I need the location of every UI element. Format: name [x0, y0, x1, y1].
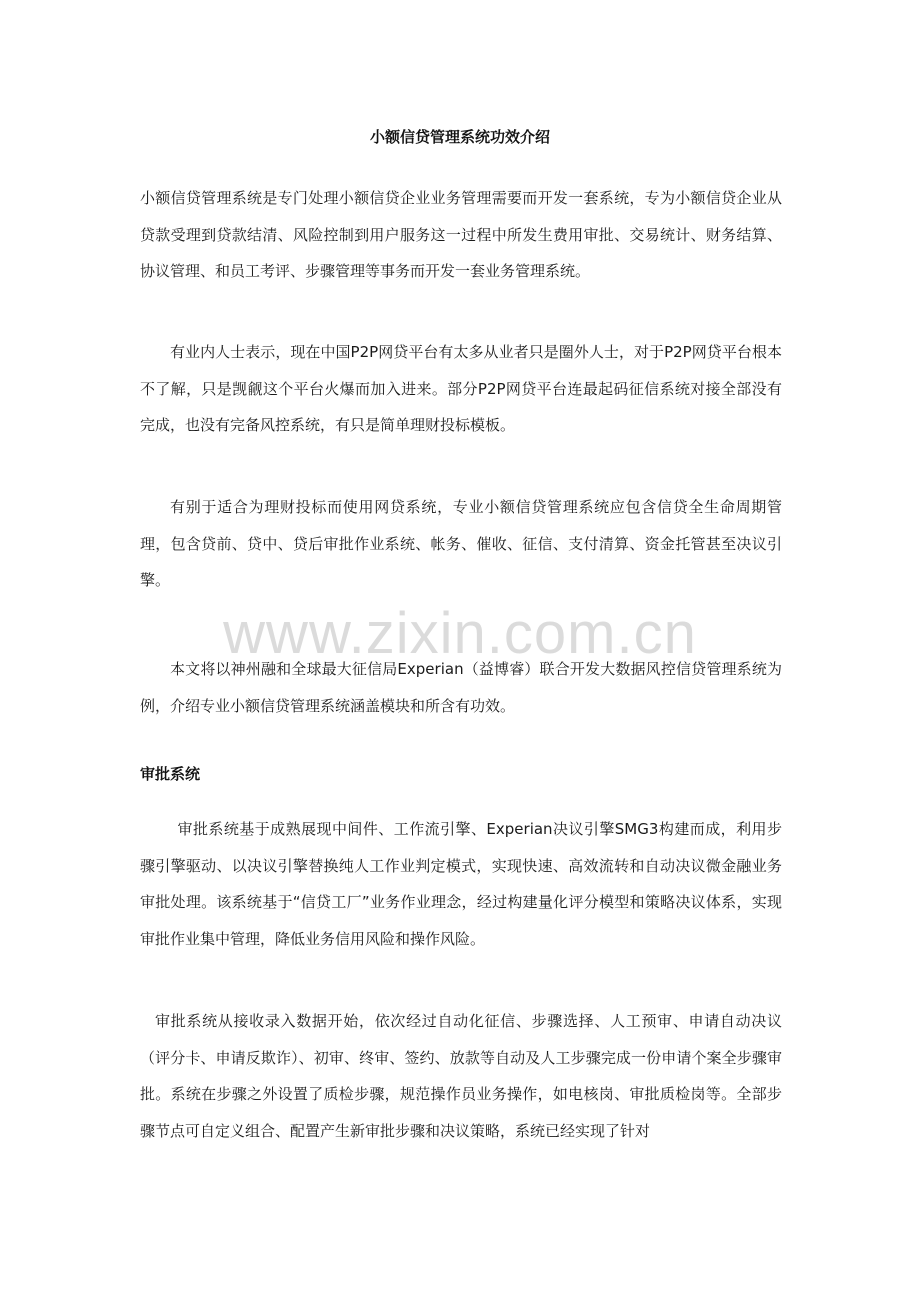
approval-paragraph-1: 审批系统基于成熟展现中间件、工作流引擎、Experian决议引擎SMG3构建而成，利用步骤引擎驱动、以决议引擎替换纯人工作业判定模式，实现快速、高效流转和自动决议微金融业务审批处理。该系统基于“信贷工厂”业务作业理念，经过构建量化评分模型和策略决议体系，实现审批作业集中管理，降低业务信用风险和操作风险。: [140, 820, 782, 948]
document-title: 小额信贷管理系统功效介绍: [369, 128, 550, 146]
watermark: www.zixin.com.cn: [223, 601, 697, 666]
example-paragraph: 本文将以神州融和全球最大征信局Experian（益博睿）联合开发大数据风控信贷管理系统为例，介绍专业小额信贷管理系统涵盖模块和所含有功效。: [140, 660, 782, 715]
section-heading: 审批系统: [140, 765, 201, 783]
lifecycle-paragraph: 有别于适合为理财投标而使用网贷系统，专业小额信贷管理系统应包含信贷全生命周期管理，包含贷前、贷中、贷后审批作业系统、帐务、催收、征信、支付清算、资金托管甚至决议引擎。: [140, 498, 782, 589]
approval-paragraph-2: 审批系统从接收录入数据开始，依次经过自动化征信、步骤选择、人工预审、申请自动决议（评分卡、申请反欺诈）、初审、终审、签约、放款等自动及人工步骤完成一份申请个案全步骤审批。系统在步骤之外设置了质检步骤，规范操作员业务操作，如电核岗、审批质检岗等。全部步骤节点可自定义组合、配置产生新审批步骤和决议策略，系统已经实现了针对: [140, 1012, 782, 1140]
p2p-paragraph: 有业内人士表示，现在中国P2P网贷平台有太多从业者只是圈外人士，对于P2P网贷平台根本不了解，只是觊觎这个平台火爆而加入进来。部分P2P网贷平台连最起码征信系统对接全部没有完成，也没有完备风控系统，有只是简单理财投标模板。: [140, 343, 782, 434]
intro-paragraph: 小额信贷管理系统是专门处理小额信贷企业业务管理需要而开发一套系统，专为小额信贷企业从贷款受理到贷款结清、风险控制到用户服务这一过程中所发生费用审批、交易统计、财务结算、协议管理、和员工考评、步骤管理等事务而开发一套业务管理系统。: [140, 189, 782, 280]
